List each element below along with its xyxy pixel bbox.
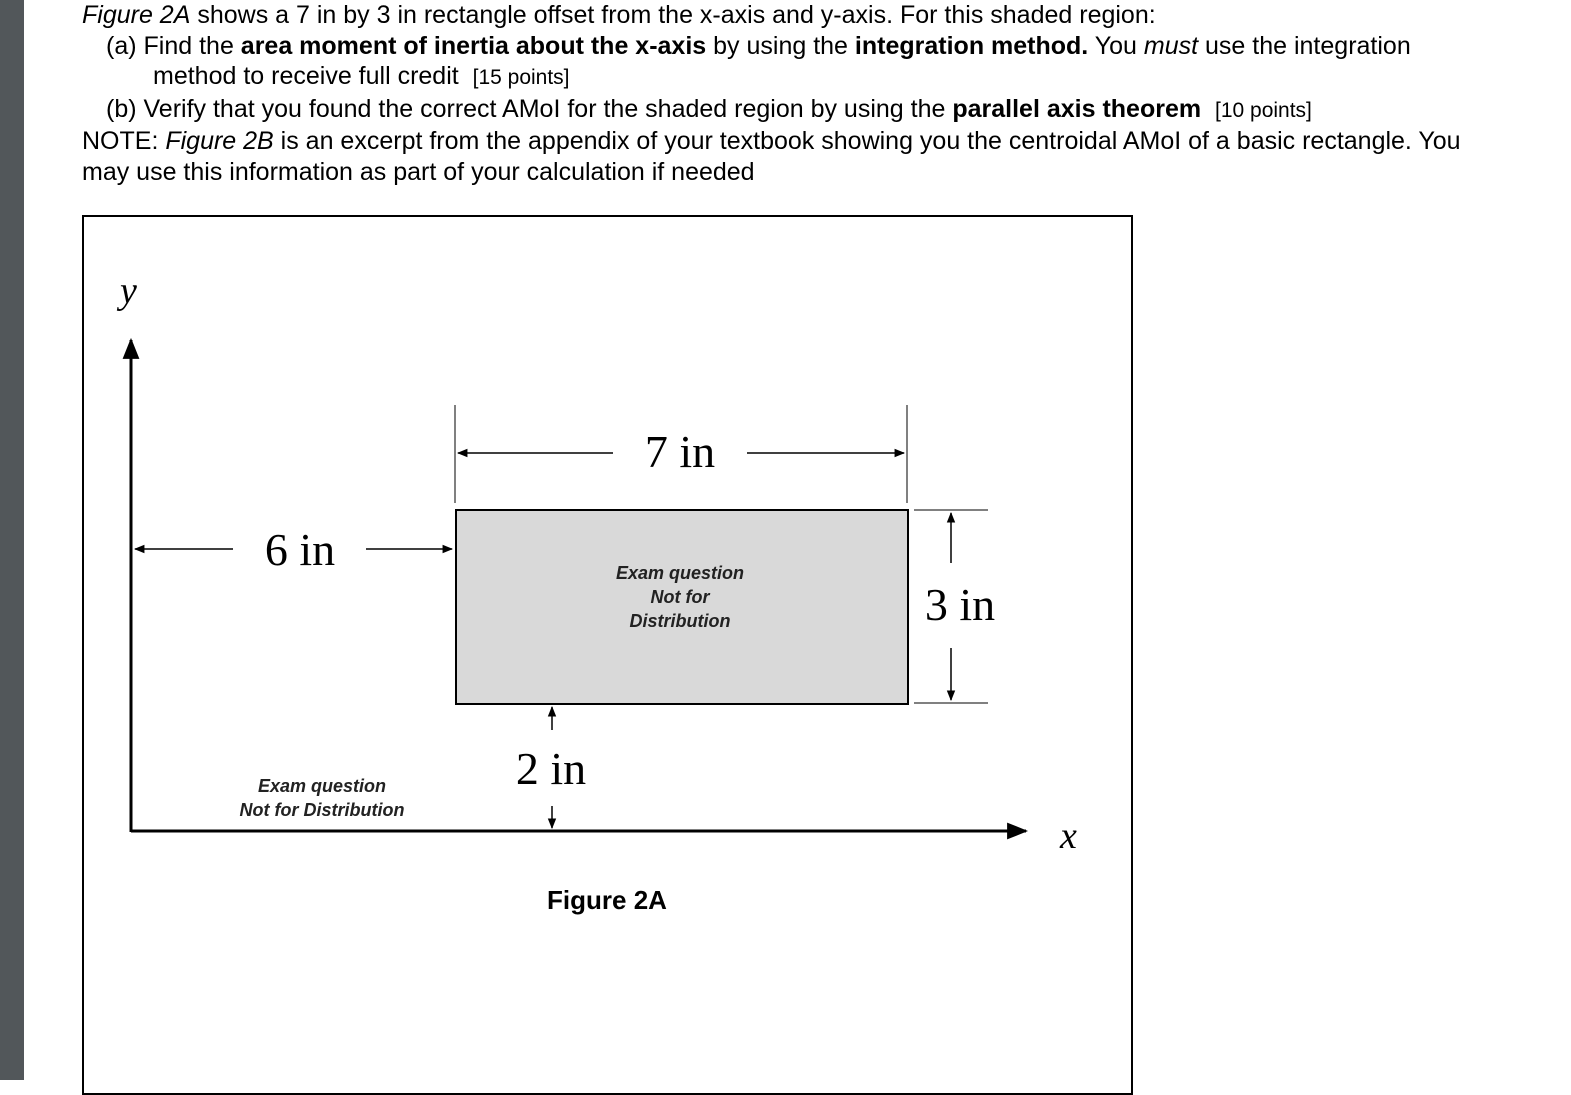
intro-figure-ref: Figure 2A [82,1,191,29]
y-offset-label: 2 in [515,743,587,794]
y-axis-label: y [120,270,137,312]
axis-watermark-line-2: Not for Distribution [239,800,405,820]
part-b-text: Verify that you found the correct AMoI for the shaded region by using the [143,94,953,123]
part-a-line2-text: method to receive full credit [153,62,459,90]
x-axis-label: x [1060,815,1077,857]
note-line2-text: may use this information as part of your calculation if needed [82,157,755,186]
width-label: 7 in [644,426,716,477]
intro-text: shows a 7 in by 3 in rectangle offset from the x-axis and y-axis. For this shaded region: [190,1,1156,29]
height-label: 3 in [924,579,996,630]
part-a-text-4: use the integration [1198,31,1411,60]
rect-watermark-line-1: Exam question [615,563,745,583]
rect-watermark-line-2: Not for [650,587,710,607]
note-label: NOTE: [82,127,166,155]
part-a-text-1: Find the [143,31,241,60]
part-b-points: [10 points] [1214,98,1312,122]
note-text: is an excerpt from the appendix of your textbook showing you the centroidal AMoI of a basic rectangle. You [273,127,1461,155]
part-a-text-3: You [1088,31,1144,60]
part-a-bold-2: integration method. [854,31,1089,60]
rect-watermark-line-3: Distribution [629,611,731,631]
figure-caption: Figure 2A [547,885,667,915]
shaded-rectangle [456,510,908,704]
axis-watermark-line-1: Exam question [257,776,387,796]
part-b-bold: parallel axis theorem [952,94,1202,123]
part-b-label: (b) [106,94,137,123]
part-a-bold-1: area moment of inertia about the x-axis [240,31,707,60]
part-a-points: [15 points] [472,66,570,89]
x-offset-label: 6 in [264,524,336,575]
part-a-italic: must [1143,31,1199,60]
part-a-label: (a) [106,31,137,60]
note-figure-ref: Figure 2B [165,127,274,155]
part-a-text-2: by using the [706,31,855,60]
